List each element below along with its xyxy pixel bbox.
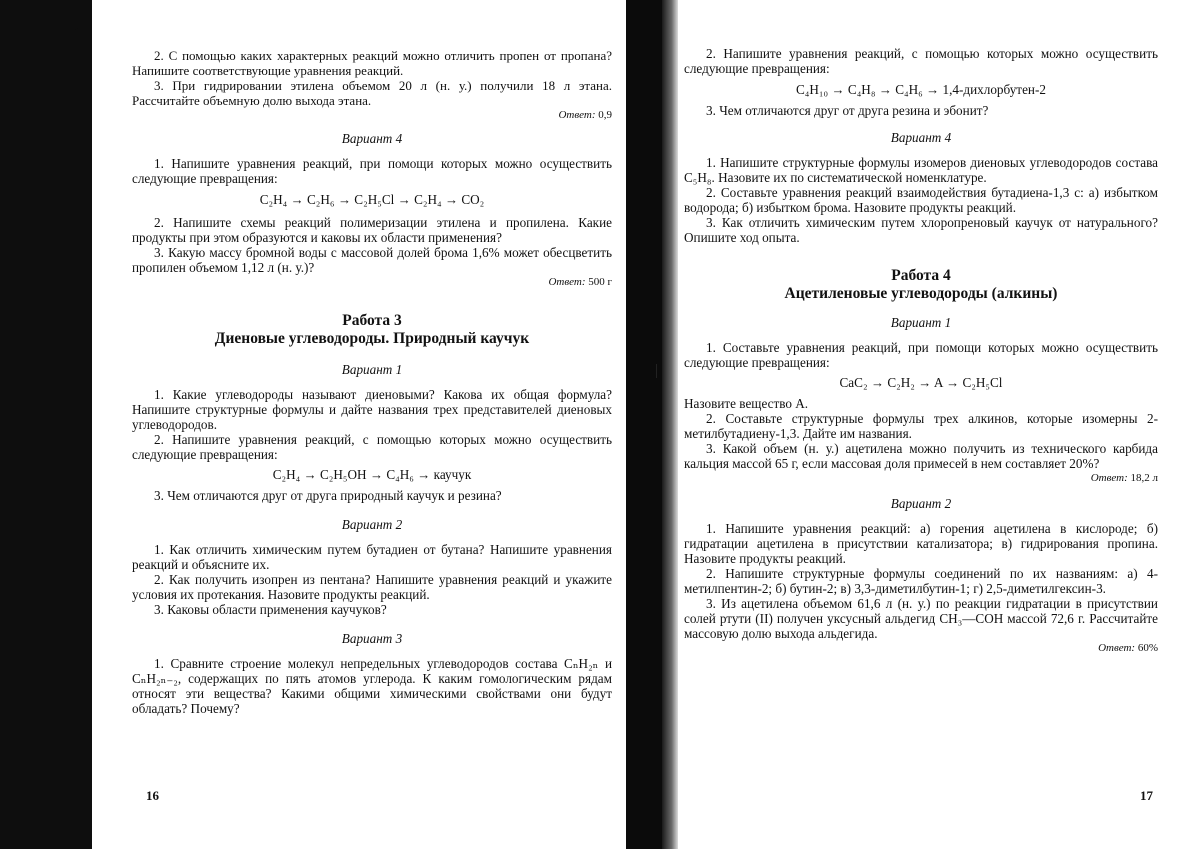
w3v3-question-1: 1. Сравните строение молекул непредельных углеводородов состава CₙH₂ₙ и CₙH₂ₙ₋₂, содержащих по пять атомов углерода. К каким гомологическим рядам относят эти вещества? Какими общими химическими свойствами они будут обладать? Почему? xyxy=(132,656,612,716)
work-3-subtitle: Диеновые углеводороды. Природный каучук xyxy=(214,330,530,347)
scan-mark xyxy=(656,364,657,378)
w3-variant-1-heading: Вариант 1 xyxy=(341,362,403,377)
question-3-top-right: 3. Чем отличаются друг от друга резина и эбонит? xyxy=(706,103,989,118)
answer-value: 18,2 л xyxy=(1130,472,1158,484)
page-number-right: 17 xyxy=(1140,788,1153,803)
v4-equation: C₂H₄ → C₂H₆ → C₂H₅Cl → C₂H₄ → CO₂ xyxy=(259,192,485,207)
question-3-top: 3. При гидрировании этилена объемом 20 л (н. у.) получили 18 л этана. Рассчитайте объемную долю выхода этана. xyxy=(132,78,612,108)
w4v2-question-1: 1. Напишите уравнения реакций: а) горения ацетилена в кислороде; б) гидратации ацетилена в присутствии катализатора; в) гидрирования пропина. Назовите продукты реакций. xyxy=(684,521,1158,566)
answer-top xyxy=(132,108,612,123)
w4-variant-2-heading: Вариант 2 xyxy=(890,496,952,511)
w3v2-question-1: 1. Как отличить химическим путем бутадиен от бутана? Напишите уравнения реакций и объясните их. xyxy=(132,542,612,572)
w3v1-question-1: 1. Какие углеводороды называют диеновыми? Какова их общая формула? Напишите структурные формулы и дайте названия трех представителей диеновых углеводородов. xyxy=(132,387,612,432)
book-gutter-edge xyxy=(662,0,678,849)
answer-label: Ответ: xyxy=(1098,642,1136,654)
w3v2-question-3: 3. Каковы области применения каучуков? xyxy=(154,602,387,617)
v4-question-1: 1. Напишите уравнения реакций, при помощи которых можно осуществить следующие превращения: xyxy=(132,156,612,186)
v4-question-1-right: 1. Напишите структурные формулы изомеров диеновых углеводородов состава C₅H₈. Назовите их по систематической номенклатуре. xyxy=(684,155,1158,185)
w3-variant-2-heading: Вариант 2 xyxy=(341,517,403,532)
variant-4-heading: Вариант 4 xyxy=(341,131,403,146)
answer-value: 500 г xyxy=(588,276,612,288)
v4-answer xyxy=(132,275,612,290)
w3v1-question-2: 2. Напишите уравнения реакций, с помощью которых можно осуществить следующие превращения: xyxy=(132,432,612,462)
equation-top-right: C₄H₁₀ → C₄H₈ → C₄H₆ → 1,4-дихлорбутен-2 xyxy=(796,82,1046,97)
page-number-left: 16 xyxy=(146,788,159,803)
question-2-top-right: 2. Напишите уравнения реакций, с помощью которых можно осуществить следующие превращения: xyxy=(684,46,1158,76)
w4v2-answer xyxy=(684,641,1158,656)
question-2-top: 2. С помощью каких характерных реакций можно отличить пропен от пропана? Напишите соответствующие уравнения реакций. xyxy=(132,48,612,78)
variant-4-heading-right: Вариант 4 xyxy=(890,130,952,145)
v4-question-2: 2. Напишите схемы реакций полимеризации этилена и пропилена. Какие продукты при этом образуются и каковы их области применения? xyxy=(132,215,612,245)
w4v2-question-2: 2. Напишите структурные формулы соединений по их названиям: а) 4-метилпентин-2; б) бутин-2; в) 3,3-диметилбутин-1; г) 2,5-диметилгексин-3. xyxy=(684,566,1158,596)
page-right xyxy=(684,46,1158,656)
v4-question-2-right: 2. Составьте уравнения реакций взаимодействия бутадиена-1,3 с: а) избытком водорода; б) избытком брома. Назовите продукты реакций. xyxy=(684,185,1158,215)
answer-value: 60% xyxy=(1137,642,1158,654)
answer-label: Ответ: xyxy=(1090,472,1128,484)
answer-value: 0,9 xyxy=(598,109,612,121)
v4-question-3: 3. Какую массу бромной воды с массовой долей брома 1,6% может обесцветить пропилен объемом 1,12 л (н. у.)? xyxy=(132,245,612,275)
w4v2-question-3: 3. Из ацетилена объемом 61,6 л (н. у.) по реакции гидратации в присутствии солей ртути (II) получен уксусный альдегид CH₃—COH массой 72,6 г. Рассчитайте массовую долю выхода альдегида. xyxy=(684,596,1158,641)
v4-question-3-right: 3. Как отличить химическим путем хлоропреновый каучук от натурального? Опишите ход опыта. xyxy=(684,215,1158,245)
w3v1-equation: C₂H₄ → C₂H₅OH → C₄H₆ → каучук xyxy=(272,467,472,482)
w4v1-equation: CaC₂ → C₂H₂ → A → C₂H₅Cl xyxy=(839,375,1003,390)
work-3-title: Работа 3 xyxy=(342,312,402,329)
w4v1-question-1: 1. Составьте уравнения реакций, при помощи которых можно осуществить следующие превращения: xyxy=(684,340,1158,370)
scan-shadow-left xyxy=(0,0,92,849)
w4-variant-1-heading: Вариант 1 xyxy=(890,315,952,330)
w4v1-note: Назовите вещество А. xyxy=(684,396,809,411)
answer-label: Ответ: xyxy=(558,109,596,121)
w3v1-question-3: 3. Чем отличаются друг от друга природный каучук и резина? xyxy=(154,488,502,503)
work-4-subtitle: Ацетиленовые углеводороды (алкины) xyxy=(784,285,1058,302)
w4v1-answer xyxy=(684,471,1158,486)
w3-variant-3-heading: Вариант 3 xyxy=(341,631,403,646)
w4v1-question-3: 3. Какой объем (н. у.) ацетилена можно получить из технического карбида кальция массой 65 г, если массовая доля примесей в нем составляет 20%? xyxy=(684,441,1158,471)
answer-label: Ответ: xyxy=(548,276,586,288)
page-left xyxy=(132,48,612,716)
w3v2-question-2: 2. Как получить изопрен из пентана? Напишите уравнения реакций и укажите условия их протекания. Назовите продукты реакций. xyxy=(132,572,612,602)
work-4-title: Работа 4 xyxy=(891,267,951,284)
w4v1-question-2: 2. Составьте структурные формулы трех алкинов, которые изомерны 2-метилбутадиену-1,3. Дайте им названия. xyxy=(684,411,1158,441)
